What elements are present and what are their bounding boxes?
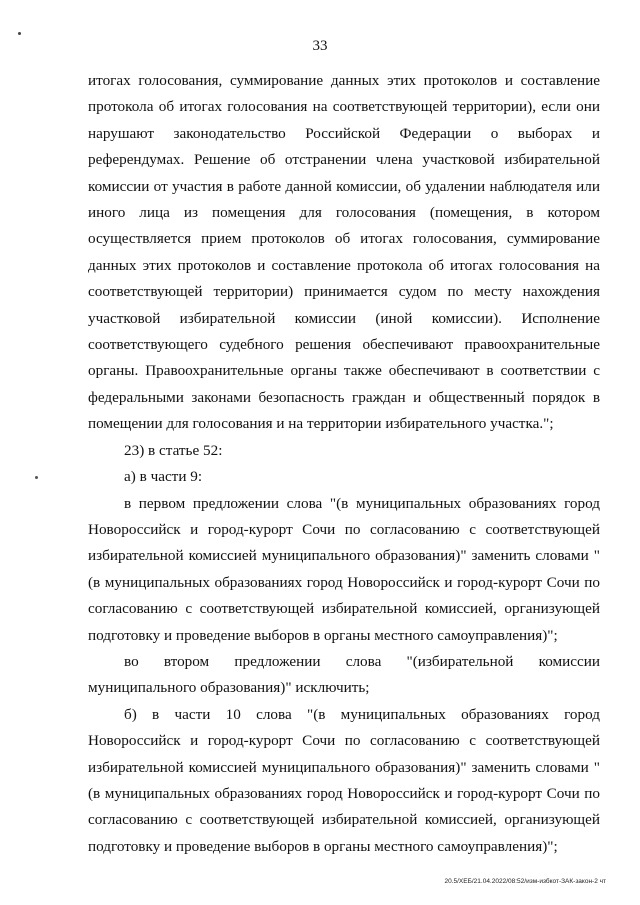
document-body: [88, 68, 600, 860]
scan-speck: [35, 476, 38, 479]
paragraph-item-b: б) в части 10 слова "(в муниципальных образованиях город Новороссийск и город-курорт Сочи по согласованию с соответствующей избирательной комиссией муниципального образования)" заменить словами "(в муниципальных образованиях город Новороссийск и город-курорт Сочи по согласованию с соответствующей избирательной комиссией, организующей подготовку и проведение выборов в органы местного самоуправления)";: [88, 705, 600, 855]
paragraph-item-a: а) в части 9:: [124, 468, 203, 486]
paragraph-item-23: 23) в статье 52:: [124, 441, 223, 459]
footer-file-stamp: 20.5/ХЕБ/21.04.2022/08:52/изм-избкот-ЗАК-закон-2 чт: [444, 878, 606, 885]
page-number: 33: [312, 38, 328, 54]
paragraph-continuation: итогах голосования, суммирование данных этих протоколов и составление протокола об итогах голосования на соответствующей территории), если они нарушают законодательство Российской Федерации о выборах и референдумах. Решение об отстранении члена участковой избирательной комиссии от участия в работе данной комиссии, об удалении наблюдателя или иного лица из помещения для голосования (помещения, в котором осуществляется прием протоколов об итогах голосования, суммирование данных этих протоколов и составление протокола об итогах голосования на соответствующей территории) принимается судом по месту нахождения участковой избирательной комиссии (иной комиссии). Исполнение соответствующего судебного решения обеспечивают правоохранительные органы. Правоохранительные органы также обеспечивают в соответствии с федеральными законами безопасность граждан и общественный порядок в помещении для голосования и на территории избирательного участка.";: [88, 72, 600, 433]
paragraph-second-sentence: во втором предложении слова "(избирательной комиссии муниципального образования)" исключить;: [88, 652, 600, 697]
scan-speck: [18, 32, 21, 35]
paragraph-first-sentence: в первом предложении слова "(в муниципальных образованиях город Новороссийск и город-курорт Сочи по согласованию с соответствующей избирательной комиссией муниципального образования)" заменить словами "(в муниципальных образованиях город Новороссийск и город-курорт Сочи по согласованию с соответствующей избирательной комиссией, организующей подготовку и проведение выборов в органы местного самоуправления)";: [88, 494, 600, 644]
